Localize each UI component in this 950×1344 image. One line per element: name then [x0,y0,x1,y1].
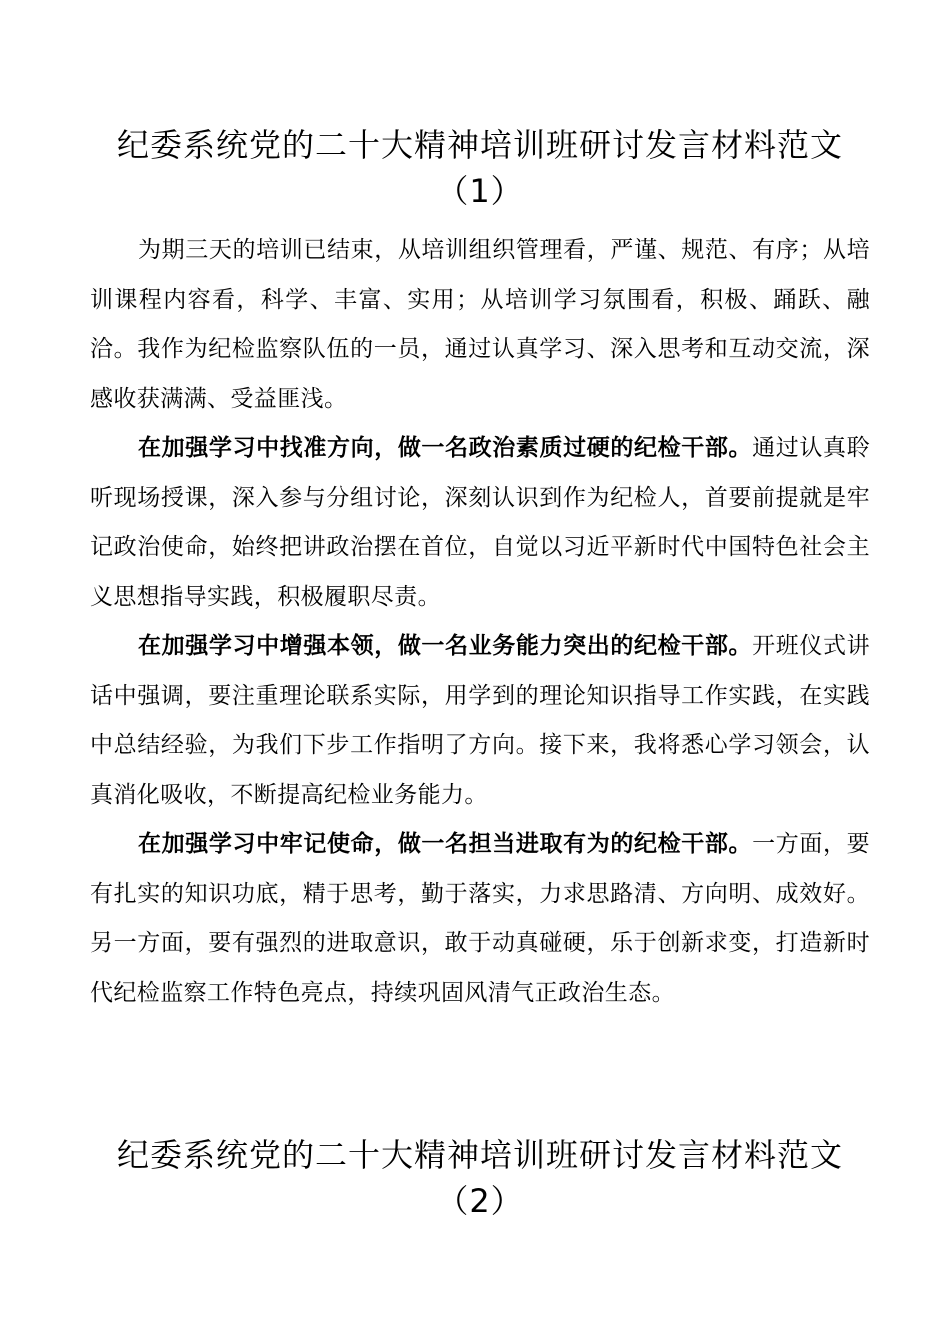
point-paragraph-1 [90,424,870,622]
section-1-title: 纪委系统党的二十大精神培训班研讨发言材料范文（1） [116,126,843,210]
document-section-2 [90,1132,870,1224]
intro-paragraph: 为期三天的培训已结束，从培训组织管理看，严谨、规范、有序；从培训课程内容看，科学、丰富、实用；从培训学习氛围看，积极、踊跃、融洽。我作为纪检监察队伍的一员，通过认真学习、深入思考和互动交流，深感收获满满、受益匪浅。 [90,237,870,412]
point-1-heading: 在加强学习中找准方向，做一名政治素质过硬的纪检干部。 [138,435,753,461]
point-2-heading: 在加强学习中增强本领，做一名业务能力突出的纪检干部。 [138,633,753,659]
point-paragraph-3 [90,820,870,1018]
point-3-body: 一方面，要有扎实的知识功底，精于思考，勤于落实，力求思路清、方向明、成效好。另一方面，要有强烈的进取意识，敢于动真碰硬，乐于创新求变，打造新时代纪检监察工作特色亮点，持续巩固风清气正政治生态。 [90,831,871,1006]
point-2-body: 开班仪式讲话中强调，要注重理论联系实际，用学到的理论知识指导工作实践，在实践中总结经验，为我们下步工作指明了方向。接下来，我将悉心学习领会，认真消化吸收，不断提高纪检业务能力。 [90,633,871,808]
point-3-heading: 在加强学习中牢记使命，做一名担当进取有为的纪检干部。 [138,831,753,857]
point-1-body: 通过认真聆听现场授课，深入参与分组讨论，深刻认识到作为纪检人，首要前提就是牢记政治使命，始终把讲政治摆在首位，自觉以习近平新时代中国特色社会主义思想指导实践，积极履职尽责。 [90,435,871,610]
document-section-1 [90,122,870,1018]
section-2-title: 纪委系统党的二十大精神培训班研讨发言材料范文（2） [116,1136,843,1220]
point-paragraph-2 [90,622,870,820]
